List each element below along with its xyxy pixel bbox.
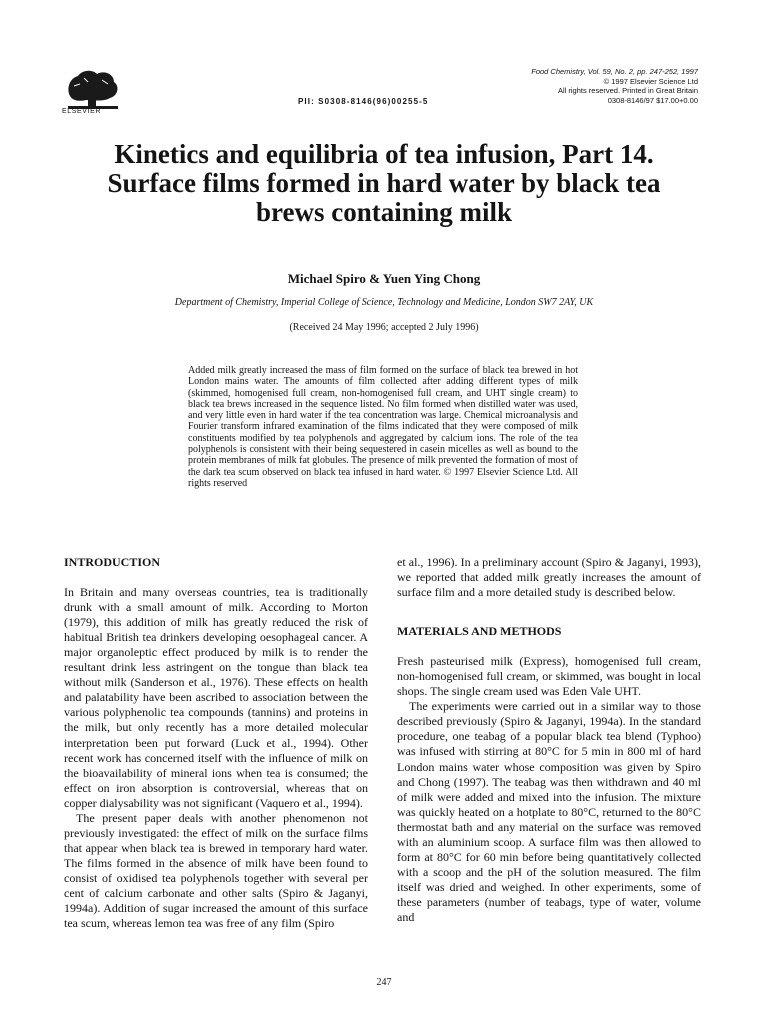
paragraph: In Britain and many overseas countries, tea is traditionally drunk with a small amount of milk. According to Morton (1979), this addition of milk has greatly reduced the risk of habitual British tea drinkers developing oesophageal cancer. A major organoleptic effect produced by milk is to render the resultant drink less astringent on the tongue than black tea without milk (Sanderson et al., 1976). These effects on health and palatability have been ascribed to association between the various polyphenolic tea compounds (tannins) and proteins in the milk, but only recently has a more detailed molecular interpretation been put forward (Luck et al., 1994). Other recent work has concerned itself with the influence of milk on the bioavailability of mineral ions when tea is consumed; the effect on iron absorption is controversial, whereas that on copper dialysability was not significant (Vaquero et al., 1994). bbox=[64, 585, 368, 810]
journal-line: Food Chemistry, Vol. 59, No. 2, pp. 247-252, 1997 bbox=[531, 67, 698, 76]
journal-citation bbox=[438, 67, 698, 105]
journal-line: © 1997 Elsevier Science Ltd bbox=[603, 76, 698, 86]
section-heading-methods: MATERIALS AND METHODS bbox=[397, 624, 562, 639]
title-line: Kinetics and equilibria of tea infusion, Part 14. bbox=[114, 139, 654, 169]
title-line: brews containing milk bbox=[255, 197, 513, 227]
left-column bbox=[64, 555, 368, 931]
paragraph: Fresh pasteurised milk (Express), homogenised full cream, non-homogenised full cream, or skimmed, was bought in local shops. The single cream used was Eden Vale UHT. bbox=[397, 654, 701, 699]
abstract: Added milk greatly increased the mass of film formed on the surface of black tea brewed in hot London mains water. The amounts of film collected after adding different types of milk (skimmed, homogenised full cream, non-homogenised full cream, and UHT single cream) to black tea brews increased in the sequence listed. No film formed when distilled water was used, and very little even in hard water if the tea concentration was large. Chemical microanalysis and Fourier transform infrared examination of the films indicated that they were composed of milk constituents modified by tea polyphenols and aggregated by calcium ions. The role of the tea polyphenols is consistent with their being sequestered in casein micelles as well as bound to the protein membranes of milk fat globules. The presence of milk prevented the formation of most of the dark tea scum observed on black tea infused in hard water. © 1997 Elsevier Science Ltd. All rights reserved bbox=[188, 365, 578, 489]
title-line: Surface films formed in hard water by black tea bbox=[107, 168, 661, 198]
right-column bbox=[397, 555, 701, 925]
pii-code: PII: S0308-8146(96)00255-5 bbox=[298, 97, 429, 106]
section-heading-introduction: INTRODUCTION bbox=[64, 555, 161, 569]
publisher-name: ELSEVIER bbox=[62, 108, 102, 115]
paragraph: et al., 1996). In a preliminary account (Spiro & Jaganyi, 1993), we reported that added milk greatly increases the amount of surface film and a more detailed study is described below. bbox=[397, 555, 701, 600]
paragraph: The present paper deals with another phenomenon not previously investigated: the effect of milk on the surface films that appear when black tea is brewed in temporary hard water. The films formed in the absence of milk have been found to consist of oxidised tea polyphenols together with several per cent of calcium carbonate and other salts (Spiro & Jaganyi, 1994a). Addition of sugar increased the amount of this surface tea scum, whereas lemon tea was free of any film (Spiro bbox=[64, 810, 368, 931]
authors: Michael Spiro & Yuen Ying Chong bbox=[287, 271, 481, 286]
page-number: 247 bbox=[376, 977, 392, 988]
received-dates: (Received 24 May 1996; accepted 2 July 1996) bbox=[289, 322, 479, 333]
paragraph: The experiments were carried out in a similar way to those described previously (Spiro & Jaganyi, 1994a). In the standard procedure, one teabag of a popular black tea blend (Typhoo) was infused with stirring at 80°C for 5 min in 800 ml of hard London mains water whose composition was given by Spiro and Chong (1997). The teabag was then withdrawn and 40 ml of milk were added and mixed into the infusion. The mixture was quickly heated on a hotplate to 80°C, returned to the 80°C thermostat bath and any material on the surface was removed with an aluminium scoop. A surface film was then allowed to form at 80°C for 60 min before being quantitatively collected with a scoop and the pH of the solution measured. The film itself was dried and weighed. In other experiments, some of these parameters (number of teabags, type of water, volume and bbox=[397, 699, 701, 924]
affiliation: Department of Chemistry, Imperial College of Science, Technology and Medicine, London SW7 2AY, UK bbox=[174, 297, 594, 308]
paper-title bbox=[40, 140, 728, 227]
journal-line: All rights reserved. Printed in Great Britain bbox=[557, 86, 698, 95]
journal-line: 0308-8146/97 $17.00+0.00 bbox=[607, 95, 698, 105]
